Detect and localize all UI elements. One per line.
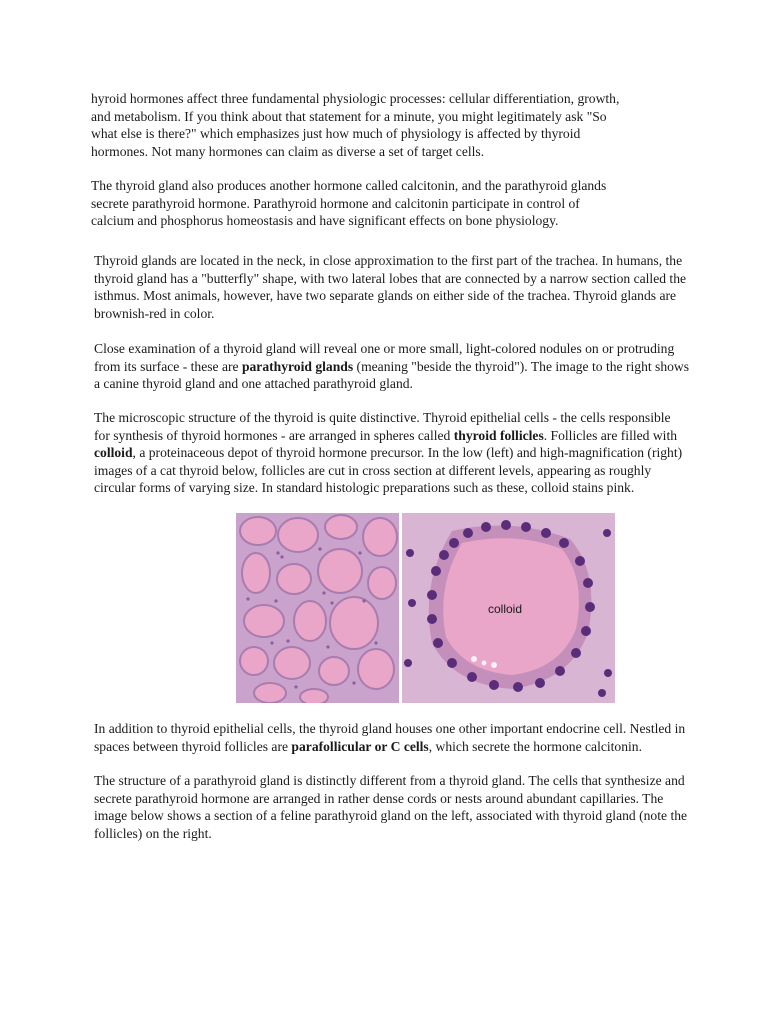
parathyroid-structure-paragraph	[94, 772, 687, 842]
term-parathyroid-glands: parathyroid glands	[241, 358, 354, 374]
colloid-label: colloid	[488, 602, 523, 616]
text-line: In addition to thyroid epithelial cells, the thyroid gland houses one other important endocrine cell. Nestled in	[94, 721, 686, 736]
text-line: Close examination of a thyroid gland will reveal one or more small, light-colored nodules on or protruding	[94, 341, 675, 356]
text-run: for synthesis of thyroid hormones - are arranged in spheres called	[94, 427, 454, 443]
text-line: The structure of a parathyroid gland is distinctly different from a thyroid gland. The cells that synthesize and	[94, 773, 685, 788]
text-line: brownish-red in color.	[94, 305, 215, 321]
high-magnification-micrograph	[402, 513, 615, 703]
text-line: what else is there?" which emphasizes just how much of physiology is affected by thyroid	[91, 126, 581, 141]
text-line: thyroid gland has a "butterfly" shape, with two lateral lobes that are connected by a narrow section called the	[94, 270, 687, 286]
text-line	[94, 738, 685, 756]
thyroid-micrograph-figure	[236, 513, 616, 703]
text-run: , which secrete the hormone calcitonin.	[428, 738, 642, 754]
text-line: The microscopic structure of the thyroid is quite distinctive. Thyroid epithelial cells - the cells responsible	[94, 410, 671, 425]
text-line: and metabolism. If you think about that statement for a minute, you might legitimately ask "So	[91, 108, 607, 124]
low-magnification-micrograph	[236, 513, 399, 703]
text-run: . Follicles are filled with	[543, 427, 678, 443]
calcitonin-paragraph	[91, 177, 606, 230]
text-line: images of a cat thyroid below, follicles are cut in cross section at different levels, appearing as roughly	[94, 462, 652, 478]
text-line: secrete parathyroid hormone. Parathyroid hormone and calcitonin participate in control of	[91, 195, 580, 211]
text-line: calcium and phosphorus homeostasis and have significant effects on bone physiology.	[91, 213, 559, 228]
location-paragraph	[94, 252, 686, 322]
text-line	[94, 444, 682, 462]
text-line: The thyroid gland also produces another hormone called calcitonin, and the parathyroid glands	[91, 178, 607, 193]
text-run: from its surface - these are	[94, 358, 242, 374]
text-run: , a proteinaceous depot of thyroid hormone precursor. In the low (left) and high-magnification (right)	[132, 445, 683, 460]
text-line: Thyroid glands are located in the neck, in close approximation to the first part of the trachea. In humans, the	[94, 253, 683, 268]
parafollicular-paragraph	[94, 720, 685, 755]
intro-paragraph	[91, 90, 619, 160]
term-colloid: colloid	[94, 445, 133, 460]
text-line: hyroid hormones affect three fundamental physiologic processes: cellular differentiation, growth,	[91, 91, 620, 106]
text-line: a canine thyroid gland and one attached parathyroid gland.	[94, 376, 413, 391]
term-thyroid-follicles: thyroid follicles	[453, 427, 544, 443]
microscopic-paragraph	[94, 409, 682, 497]
text-line	[94, 358, 689, 376]
text-run: spaces between thyroid follicles are	[94, 738, 292, 754]
parathyroid-paragraph	[94, 340, 689, 393]
text-line	[94, 427, 682, 445]
text-line: circular forms of varying size. In standard histologic preparations such as these, colloid stains pink.	[94, 480, 635, 495]
text-line: image below shows a section of a feline parathyroid gland on the left, associated with thyroid gland (note the	[94, 808, 688, 823]
text-line: secrete parathyroid hormone are arranged in rather dense cords or nests around abundant capillaries. The	[94, 790, 664, 806]
text-line: follicles) on the right.	[94, 825, 212, 841]
text-line: isthmus. Most animals, however, have two separate glands on either side of the trachea. Thyroid glands are	[94, 288, 677, 303]
text-run: (meaning "beside the thyroid"). The image to the right shows	[353, 358, 690, 374]
low-magnification-image	[236, 513, 399, 703]
term-parafollicular-cells: parafollicular or C cells	[291, 738, 429, 754]
text-line: hormones. Not many hormones can claim as diverse a set of target cells.	[91, 143, 485, 159]
